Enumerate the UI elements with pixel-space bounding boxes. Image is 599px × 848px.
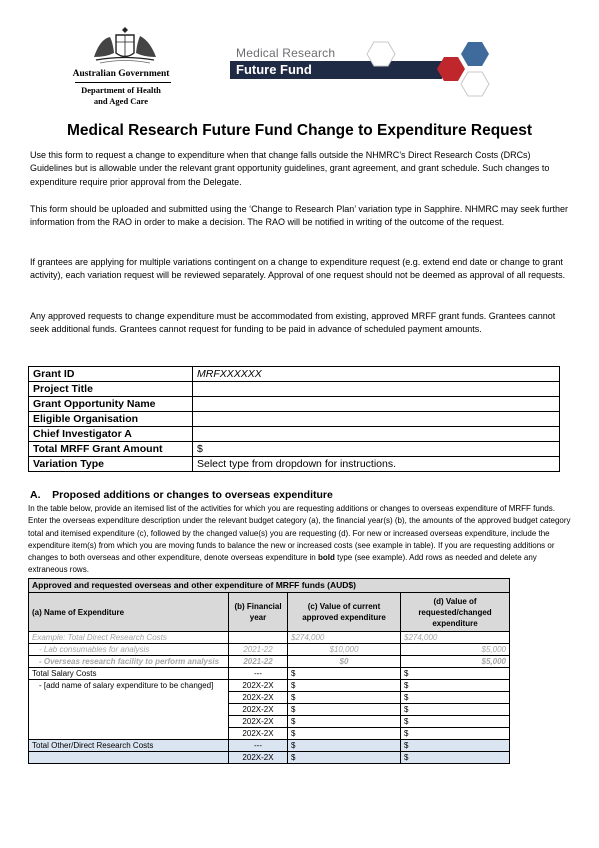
- eligible-organisation-label: Eligible Organisation: [29, 412, 193, 427]
- header-current-value: (c) Value of current approved expenditure: [288, 593, 401, 632]
- grant-opportunity-row: [29, 397, 560, 412]
- salary-item-year[interactable]: 202X-2X: [229, 680, 288, 692]
- document-title: Medical Research Future Fund Change to Expenditure Request: [66, 122, 533, 139]
- project-title-row: [29, 382, 560, 397]
- salary-item-requested[interactable]: $: [401, 692, 510, 704]
- total-grant-amount-field[interactable]: $: [193, 442, 560, 457]
- chief-investigator-field[interactable]: [193, 427, 560, 442]
- grant-details-table: [28, 366, 560, 472]
- salary-item-year[interactable]: 202X-2X: [229, 728, 288, 740]
- other-item-current[interactable]: $: [288, 752, 401, 764]
- department-name-line1: Department of Health: [81, 85, 161, 95]
- salary-item-current[interactable]: $: [288, 716, 401, 728]
- example-year: 2021-22: [229, 644, 288, 656]
- mrff-logo-bottom-text: Future Fund: [236, 62, 312, 77]
- variation-type-row: [29, 457, 560, 472]
- example-current: $10,000: [288, 644, 401, 656]
- example-total-row: [29, 632, 510, 644]
- salary-item-requested[interactable]: $: [401, 716, 510, 728]
- total-grant-amount-label: Total MRFF Grant Amount: [29, 442, 193, 457]
- total-grant-amount-row: [29, 442, 560, 457]
- submission-paragraph: This form should be uploaded and submitted using the ‘Change to Research Plan’ variation type in Sapphire. NHMRC may seek further information from the RAO in order to make a decision. The RAO will be notified in writing of the outcome of the request.: [30, 204, 568, 228]
- example-name: - Lab consumables for analysis: [29, 644, 229, 656]
- hexagon-logo-icon: [363, 38, 493, 100]
- instructions-bold-word: bold: [317, 553, 335, 563]
- salary-item-requested[interactable]: $: [401, 704, 510, 716]
- example-total-year: [229, 632, 288, 644]
- section-a-instructions: [28, 503, 573, 577]
- coat-of-arms-icon: [86, 27, 164, 67]
- government-name: Australian Government: [72, 69, 170, 79]
- other-total-year: ---: [229, 740, 288, 752]
- expenditure-table-caption: Approved and requested overseas and other expenditure of MRFF funds (AUD$): [29, 579, 510, 593]
- other-item-year[interactable]: 202X-2X: [229, 752, 288, 764]
- section-a-heading: A. Proposed additions or changes to overseas expenditure: [30, 489, 333, 501]
- project-title-field[interactable]: [193, 382, 560, 397]
- header-financial-year: (b) Financial year: [229, 593, 288, 632]
- example-total-requested: $274,000: [401, 632, 510, 644]
- salary-item-year[interactable]: 202X-2X: [229, 692, 288, 704]
- salary-total-requested[interactable]: $: [401, 668, 510, 680]
- salary-item-current[interactable]: $: [288, 704, 401, 716]
- salary-item-requested[interactable]: $: [401, 680, 510, 692]
- example-requested: $5,000: [401, 644, 510, 656]
- header-name-of-expenditure: (a) Name of Expenditure: [29, 593, 229, 632]
- eligible-organisation-field[interactable]: [193, 412, 560, 427]
- salary-item-year[interactable]: 202X-2X: [229, 704, 288, 716]
- intro-paragraph: Use this form to request a change to expenditure when that change falls outside the NHMRC’s Direct Research Costs (DRCs) Guidelines but is allowable under the relevant grant opportunity guidelines, grant agreement, and grant schedule. Such changes to expenditure require prior approval from the Delegate.: [30, 150, 550, 187]
- government-divider: [75, 82, 171, 83]
- example-overseas-current: $0: [288, 656, 401, 668]
- chief-investigator-row: [29, 427, 560, 442]
- other-total-name: Total Other/Direct Research Costs: [29, 740, 229, 752]
- expenditure-table: [28, 578, 510, 764]
- example-overseas-row: [29, 656, 510, 668]
- salary-item-requested[interactable]: $: [401, 728, 510, 740]
- other-total-requested[interactable]: $: [401, 740, 510, 752]
- salary-item-row: [29, 680, 510, 692]
- salary-item-name[interactable]: - [add name of salary expenditure to be changed]: [29, 680, 229, 740]
- example-row: [29, 644, 510, 656]
- salary-total-row: [29, 668, 510, 680]
- project-title-label: Project Title: [29, 382, 193, 397]
- salary-item-current[interactable]: $: [288, 680, 401, 692]
- instructions-text: In the table below, provide an itemised list of the activities for which you are requesting additions or changes to overseas expenditure of MRFF funds. Enter the overseas expenditure description under the relevant budget category (a), the financial year(s) (b), the amounts of the approved budget category total and itemised expenditure (c), followed by the changed value(s) you are requesting (d). For new or increased overseas expenditure, include the expenditure item(s) from which you are moving funds to balance the new or increased costs (see example in table). If you are requesting additions or changes to both overseas and other expenditure, denote overseas expenditure in: [28, 504, 571, 563]
- salary-total-current[interactable]: $: [288, 668, 401, 680]
- example-total-current: $274,000: [288, 632, 401, 644]
- funding-paragraph: Any approved requests to change expenditure must be accommodated from existing, approved MRFF grant funds. Grantees cannot seek additional funds. Grantees cannot request for funding to be paid in advance of scheduled payment amounts.: [30, 311, 556, 335]
- grant-opportunity-field[interactable]: [193, 397, 560, 412]
- grant-id-label: Grant ID: [29, 367, 193, 382]
- grant-id-field[interactable]: MRFXXXXXX: [193, 367, 560, 382]
- other-item-requested[interactable]: $: [401, 752, 510, 764]
- chief-investigator-label: Chief Investigator A: [29, 427, 193, 442]
- example-total-name: Example: Total Direct Research Costs: [29, 632, 229, 644]
- salary-item-year[interactable]: 202X-2X: [229, 716, 288, 728]
- salary-total-year: ---: [229, 668, 288, 680]
- example-overseas-year: 2021-22: [229, 656, 288, 668]
- salary-item-current[interactable]: $: [288, 692, 401, 704]
- variation-type-dropdown[interactable]: Select type from dropdown for instructions.: [193, 457, 560, 472]
- example-overseas-requested: $5,000: [401, 656, 510, 668]
- multiple-variations-paragraph: If grantees are applying for multiple variations contingent on a change to expenditure request (e.g. extend end date or change to grant activity), each variation request will be reviewed separately. Approval of one request should not be deemed as approval of all requests.: [30, 257, 566, 281]
- grant-opportunity-label: Grant Opportunity Name: [29, 397, 193, 412]
- mrff-logo-top-text: Medical Research: [236, 46, 336, 60]
- other-item-row: [29, 752, 510, 764]
- instructions-text-end: type (see example). Add rows as needed and delete any extraneous rows.: [28, 553, 537, 575]
- salary-total-name: Total Salary Costs: [29, 668, 229, 680]
- eligible-organisation-row: [29, 412, 560, 427]
- other-total-row: [29, 740, 510, 752]
- variation-type-label: Variation Type: [29, 457, 193, 472]
- header-requested-value: (d) Value of requested/changed expenditure: [401, 593, 510, 632]
- example-overseas-name: - Overseas research facility to perform analysis: [29, 656, 229, 668]
- salary-item-current[interactable]: $: [288, 728, 401, 740]
- grant-id-row: [29, 367, 560, 382]
- other-total-current[interactable]: $: [288, 740, 401, 752]
- other-item-name[interactable]: [29, 752, 229, 764]
- department-name-line2: and Aged Care: [93, 96, 149, 106]
